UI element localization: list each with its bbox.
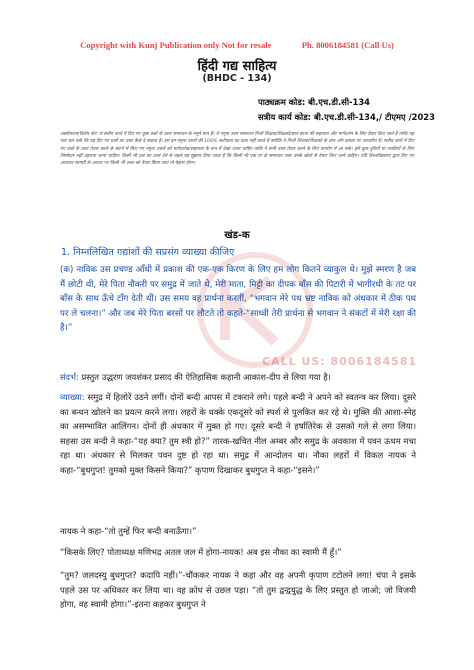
explanation-label: व्याख्या:	[60, 392, 85, 402]
copyright-line	[0, 40, 474, 50]
explanation-text: समुद्र में हिलोरें उठने लगीं। दोनों बन्दी आपस में टकराने लगे। पहले बन्दी ने अपने को स्वतन्त्र कर लिया। दूसरे का बन्धन खोलने का प्रयत्न करने लगा। लहरों के धक्के एकदूसरे को स्पर्श से पुलकित कर रहे थे। मुक्ति की आशा-स्नेह का असम्भावित आलिंगन। दोनों ही अंधकार में मुक्त हो गए। दूसरे बन्दी ने हर्षातिरेक से उसको गले से लगा लिया। सहसा उस बन्दी ने कहा-“यह क्या? तुम स्त्री हो?” तारक-खचित नील अम्बर और समुद्र के अवकाश में पवन ऊधम मचा रहा था। अंधकार से मिलकर पवन दुष्ट हो रहा था। समुद्र में आन्दोलन था। नौका लहरों में विकल नायक ने कहा-“बुधगुप्त! तुमको मुक्त किसने किया?” कृपाण दिखाकर बुधगुप्त ने कहा-“इसने।”	[60, 392, 416, 475]
context-line	[60, 372, 420, 383]
watermark-call-text: CALL US: 8006184581	[262, 355, 418, 368]
quoted-passage: (क) नाविक उस प्रचण्ड आँधी में प्रकाश की एक-एक किरण के लिए हम लोग कितने व्याकुल थे। मुझे स्मरण है जब मैं छोटी थी, मेरे पिता नौकरी पर समुद्र में जाते थे, मेरी माता, मिट्टी का दीपक बाँस की पिटारी में भागीरथी के तट पर बाँस के साथ ऊँचे टाँग देती थीं। उस समय वह प्रार्थना करतीं, “भगवान मेरे पथ भ्रष्ट नाविक को अंधकार में ठीक पथ पर ले चलना।” और जब मेरे पिता बरसों पर लौटते तो कहते-“साध्वी तेरी प्रार्थना से भगवान ने संकटों में मेरी रक्षा की है।”	[60, 265, 416, 333]
section-heading: खंड-क	[224, 230, 250, 241]
program-code: पाठ्यक्रम कोड: बी.एच.डी.सी-134	[258, 97, 370, 107]
phone-text: Ph. 8006184581 (Call Us)	[301, 40, 394, 50]
page-title: हिंदी गद्य साहित्य	[197, 59, 277, 74]
paragraph-2: नायक ने कहा-“तो तुम्हें फिर बन्दी बनाऊँगा।”	[60, 526, 197, 536]
disclaimer-note: अस्वीकरण/विशेष नोट: ये सत्रीय कार्य में दिए गए कुछ प्रश्नों के उत्तर समाधान के नमूने मात्र हैं। ये नमूना उत्तर समाधान निजी शिक्षक/शिक्षकों/छात्र छात्रा की सहायता और मार्गदर्शन के लिए तैयार किए जाते हैं ताकि यह पता चल सके कि वह दिए गए प्रश्नों का उत्तर कैसे दे सकता है। हम इन नमूना उत्तरों की 100% सटीकता का दावा नहीं करते हैं क्योंकि ये निजी शिक्षक/शिक्षकों के ज्ञान और क्षमता पर आधारित हैं। सत्रीय कार्य में दिए गए प्रश्नों के उत्तर तैयार करने के संदर्भ में किए गए नमूना उत्तरों को मार्गदर्शक/सहायता के रूप में देखा जाना चाहिए ताकि वे सभी उत्तर तैयार करने के लिए उपयोग में आ सके। हमें कुछ त्रुटियों या गलतियों के लिए जिम्मेदार नहीं ठहराया जाना चाहिए। किसी भी प्रश्न का उत्तर देने से पहले यह सुझाव दिया जाता है कि किसी भी एक या दो समाधान उत्तर उनके स्रोतों से तैयार किए जाने चाहिए। यदि विश्वविद्यालय द्वारा दिए गए अध्ययन सामग्री के आधार पर किसी भी उत्तर को तैयार किया जाए तो बेहतर होगा।	[60, 132, 414, 167]
session-code: सत्रीय कार्य कोड: बी.एच.डी.सी-134,/ टीएमए /2023	[258, 112, 435, 122]
question-heading: 1. निम्नलिखित गद्यांशों की सप्रसंग व्याख्या कीजिए	[61, 247, 235, 258]
explanation-paragraph	[60, 390, 416, 478]
context-label: संदर्भ:	[60, 372, 79, 382]
copyright-text: Copyright with Kunj Publication only Not for resale	[80, 40, 272, 50]
course-code: (BHDC - 134)	[202, 73, 272, 84]
paragraph-4: “तुम? जलदस्यु बुधगुप्त? कदापि नहीं।”-चौंककर नायक ने कहा और वह अपनी कृपाण टटोलने लगा! चंपा ने इसके पहले उस पर अधिकार कर लिया था। वह क्रोध से उछल पड़ा। “तो तुम द्वन्द्वयुद्ध के लिए प्रस्तुत हो जाओ; जो विजयी होगा, वह स्वामी होगा।”-इतना कहकर बुधगुप्त ने	[60, 570, 416, 610]
context-text: प्रस्तुत उद्धरण जयशंकर प्रसाद की ऐतिहासिक कहानी आकाश-दीप से लिया गया है।	[78, 372, 331, 382]
paragraph-3: “किसके लिए? पोताध्यक्ष मणिभद्र अतल जल में होगा-नायक! अब इस नौका का स्वामी मैं हूँ।”	[60, 547, 342, 557]
